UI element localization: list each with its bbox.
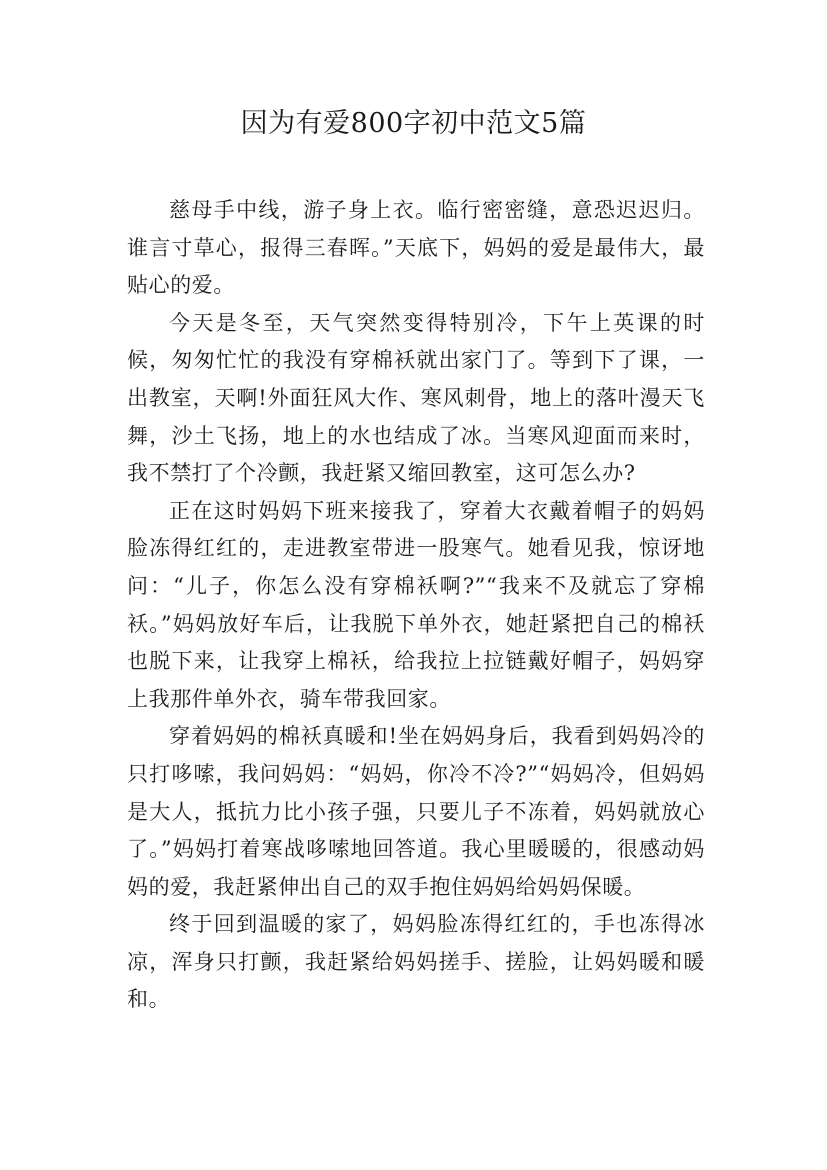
paragraph-2: 今天是冬至，天气突然变得特别冷，下午上英课的时候，匆匆忙忙的我没有穿棉袄就出家门了。等到下了课，一出教室，天啊!外面狂风大作、寒风刺骨，地上的落叶漫天飞舞，沙土飞扬，地上的水也结成了冰。当寒风迎面而来时，我不禁打了个冷颤，我赶紧又缩回教室，这可怎么办?	[127, 310, 705, 486]
paragraph-3: 正在这时妈妈下班来接我了，穿着大衣戴着帽子的妈妈脸冻得红红的，走进教室带进一股寒气。她看见我，惊讶地问：“儿子，你怎么没有穿棉袄啊?”“我来不及就忘了穿棉袄。”妈妈放好车后，让我脱下单外衣，她赶紧把自己的棉袄也脱下来，让我穿上棉袄，给我拉上拉链戴好帽子，妈妈穿上我那件单外衣，骑车带我回家。	[127, 498, 705, 711]
paragraph-4: 穿着妈妈的棉袄真暖和!坐在妈妈身后，我看到妈妈冷的只打哆嗦，我问妈妈：“妈妈，你冷不冷?”“妈妈冷，但妈妈是大人，抵抗力比小孩子强，只要儿子不冻着，妈妈就放心了。”妈妈打着寒战哆嗦地回答道。我心里暖暖的，很感动妈妈的爱，我赶紧伸出自己的双手抱住妈妈给妈妈保暖。	[127, 724, 705, 899]
document-title: 因为有爱800字初中范文5篇	[240, 108, 587, 139]
paragraph-5: 终于回到温暖的家了，妈妈脸冻得红红的，手也冻得冰凉，浑身只打颤，我赶紧给妈妈搓手、搓脸，让妈妈暖和暖和。	[127, 912, 705, 1012]
document-body	[127, 192, 705, 1019]
paragraph-1: 慈母手中线，游子身上衣。临行密密缝，意恐迟迟归。谁言寸草心，报得三春晖。”天底下，妈妈的爱是最伟大，最贴心的爱。	[127, 198, 705, 298]
